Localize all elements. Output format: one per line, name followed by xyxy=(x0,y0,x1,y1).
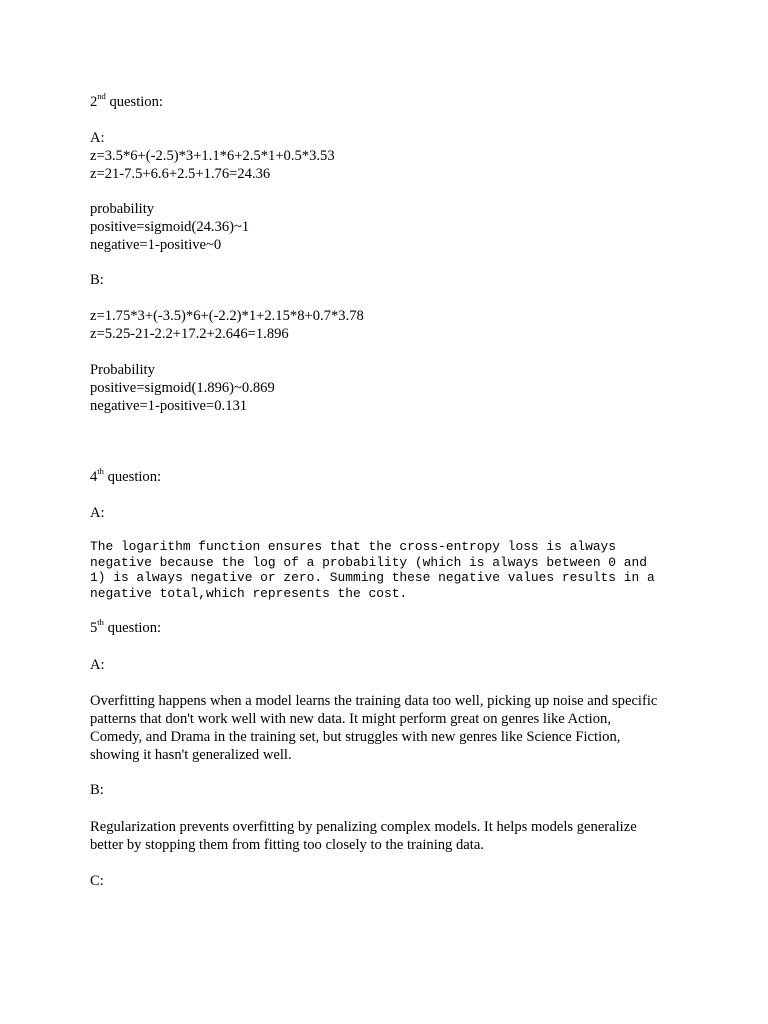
q5-a-text-line-2: patterns that don't work well with new data. It might perform great on genres like Action, xyxy=(90,711,611,727)
q4-heading: 4th question: xyxy=(90,466,162,485)
q5-b-text-line-1: Regularization prevents overfitting by penalizing complex models. It helps models generalize xyxy=(90,819,637,835)
q4-part-a-label: A: xyxy=(90,505,105,521)
q2-heading: 2nd question: xyxy=(90,91,163,110)
q2-b-negative: negative=1-positive=0.131 xyxy=(90,398,248,414)
q4-a-text-line-2: negative because the log of a probability (which is always between 0 and xyxy=(90,554,647,570)
q2-a-z-line-1: z=3.5*6+(-2.5)*3+1.1*6+2.5*1+0.5*3.53 xyxy=(90,148,335,164)
q5-part-c-label: C: xyxy=(90,873,104,889)
q5-b-text-line-2: better by stopping them from fitting too closely to the training data. xyxy=(90,837,484,853)
q2-a-probability-label: probability xyxy=(90,201,155,217)
q4-a-text-line-3: 1) is always negative or zero. Summing these negative values results in a xyxy=(90,570,655,585)
q2-a-z-line-2: z=21-7.5+6.6+2.5+1.76=24.36 xyxy=(90,166,271,182)
q2-a-positive: positive=sigmoid(24.36)~1 xyxy=(90,219,250,235)
q5-a-text-line-1: Overfitting happens when a model learns the training data too well, picking up noise and specific xyxy=(90,693,658,709)
q4-a-text-line-4: negative total,which represents the cost. xyxy=(90,585,408,601)
q5-a-text-line-3: Comedy, and Drama in the training set, but struggles with new genres like Science Fiction, xyxy=(90,729,621,745)
q5-a-text-line-4: showing it hasn't generalized well. xyxy=(90,747,292,763)
q2-part-b-label: B: xyxy=(90,272,104,288)
q5-heading: 5th question: xyxy=(90,617,162,636)
q2-b-z-line-2: z=5.25-21-2.2+17.2+2.646=1.896 xyxy=(90,326,289,342)
q2-b-z-line-1: z=1.75*3+(-3.5)*6+(-2.2)*1+2.15*8+0.7*3.78 xyxy=(90,308,364,324)
q2-b-positive: positive=sigmoid(1.896)~0.869 xyxy=(90,380,275,396)
q2-part-a-label: A: xyxy=(90,130,105,146)
q5-part-b-label: B: xyxy=(90,782,104,798)
q2-a-negative: negative=1-positive~0 xyxy=(90,237,222,253)
q2-b-probability-label: Probability xyxy=(90,362,155,378)
q4-a-text-line-1: The logarithm function ensures that the cross-entropy loss is always xyxy=(90,539,617,554)
q5-part-a-label: A: xyxy=(90,657,105,673)
